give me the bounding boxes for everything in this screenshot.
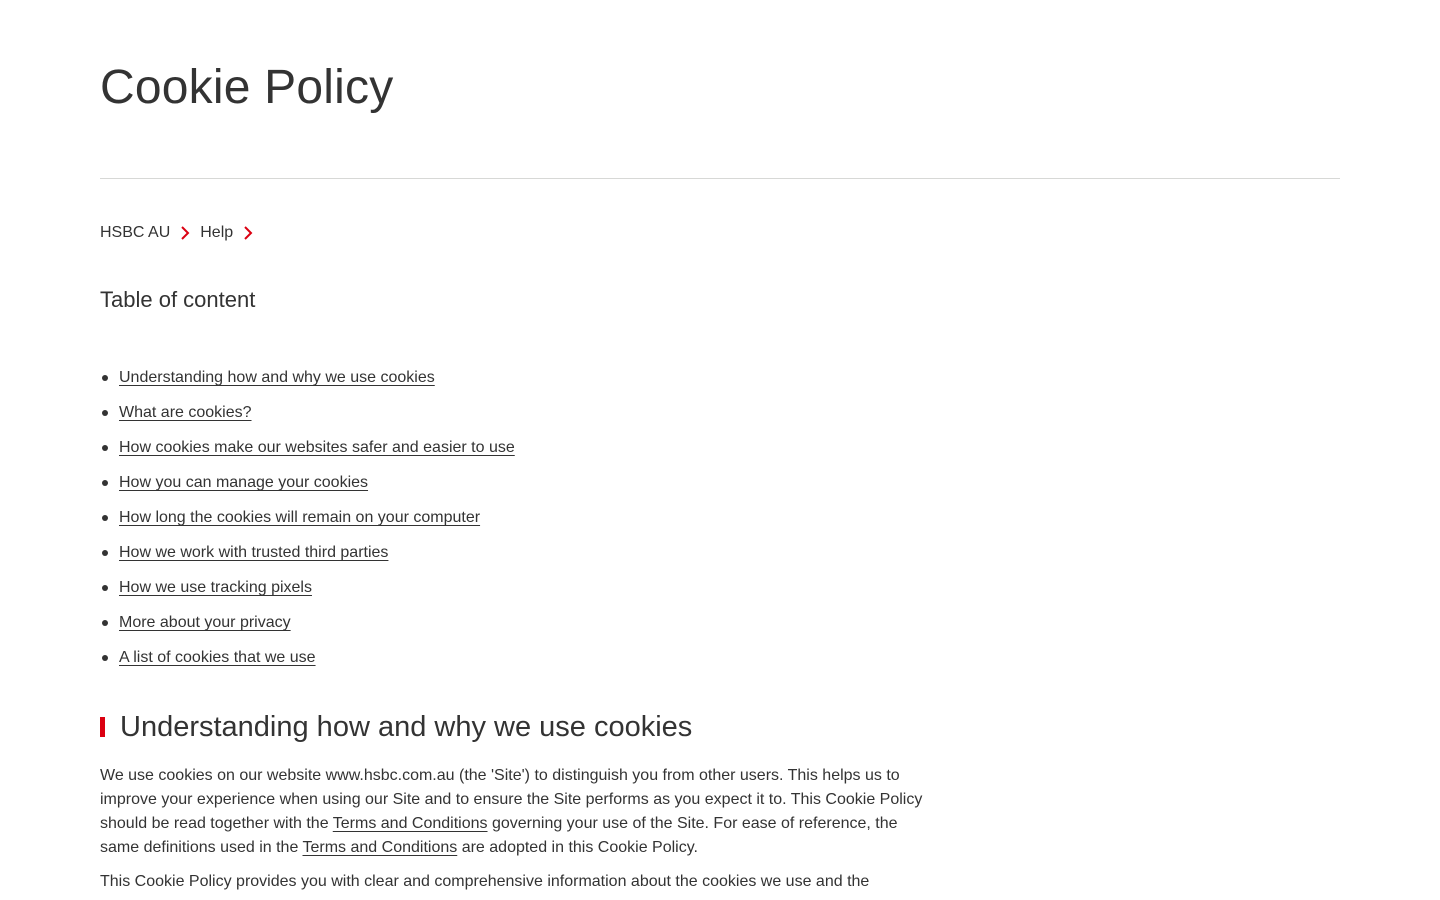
- section-heading-block: [100, 708, 692, 746]
- bullet-icon: [102, 480, 108, 486]
- toc-link-manage-cookies[interactable]: How you can manage your cookies: [119, 474, 369, 491]
- breadcrumb-item-hsbc-au[interactable]: HSBC AU: [100, 224, 171, 241]
- bullet-icon: [102, 445, 108, 451]
- toc-link-understanding[interactable]: Understanding how and why we use cookies: [119, 369, 435, 386]
- toc-link-how-long[interactable]: How long the cookies will remain on your computer: [119, 509, 481, 526]
- toc-link-third-parties[interactable]: How we work with trusted third parties: [119, 544, 389, 561]
- bullet-icon: [102, 655, 108, 661]
- heading-accent-bar: [100, 717, 105, 737]
- bullet-icon: [102, 620, 108, 626]
- paragraph-text: governing your use of the Site. For ease of reference, the same definitions used in the: [100, 815, 898, 856]
- section-heading: Understanding how and why we use cookies: [120, 711, 693, 743]
- toc-link-tracking-pixels[interactable]: How we use tracking pixels: [119, 579, 312, 596]
- bullet-icon: [102, 375, 108, 381]
- list-item: [100, 646, 515, 681]
- toc-link-privacy[interactable]: More about your privacy: [119, 614, 291, 631]
- toc-link-safer-easier[interactable]: How cookies make our websites safer and easier to use: [119, 439, 515, 456]
- page-title: Cookie Policy: [100, 61, 394, 114]
- toc-link-what-are-cookies[interactable]: What are cookies?: [119, 404, 252, 421]
- breadcrumb-item-help[interactable]: Help: [200, 224, 234, 241]
- bullet-icon: [102, 550, 108, 556]
- chevron-right-icon: [233, 222, 263, 244]
- bullet-icon: [102, 515, 108, 521]
- toc-link-cookie-list[interactable]: A list of cookies that we use: [119, 649, 316, 666]
- list-item: [100, 576, 515, 611]
- chevron-right-icon: [170, 222, 200, 244]
- list-item: [100, 541, 515, 576]
- breadcrumb: [100, 222, 263, 244]
- title-divider: [100, 178, 1340, 179]
- list-item: [100, 611, 515, 646]
- list-item: [100, 436, 515, 471]
- terms-and-conditions-link[interactable]: Terms and Conditions: [332, 815, 488, 832]
- paragraph-text: are adopted in this Cookie Policy.: [457, 839, 698, 856]
- paragraph-text: We use cookies on our website www.hsbc.com.au (the 'Site') to distinguish you from other users. This helps us to improve your experience when using our Site and to ensure the Site performs as you expect it to. This Cookie Policy should be read together with the: [100, 767, 923, 832]
- bullet-icon: [102, 410, 108, 416]
- list-item: [100, 471, 515, 506]
- list-item: [100, 506, 515, 541]
- list-item: [100, 366, 515, 401]
- terms-and-conditions-link[interactable]: Terms and Conditions: [302, 839, 458, 856]
- list-item: [100, 401, 515, 436]
- toc-heading: Table of content: [100, 287, 256, 312]
- toc-list: [100, 366, 515, 681]
- second-paragraph: This Cookie Policy provides you with clear and comprehensive information about the cookies we use and the: [100, 873, 870, 890]
- intro-paragraph: [100, 764, 930, 860]
- bullet-icon: [102, 585, 108, 591]
